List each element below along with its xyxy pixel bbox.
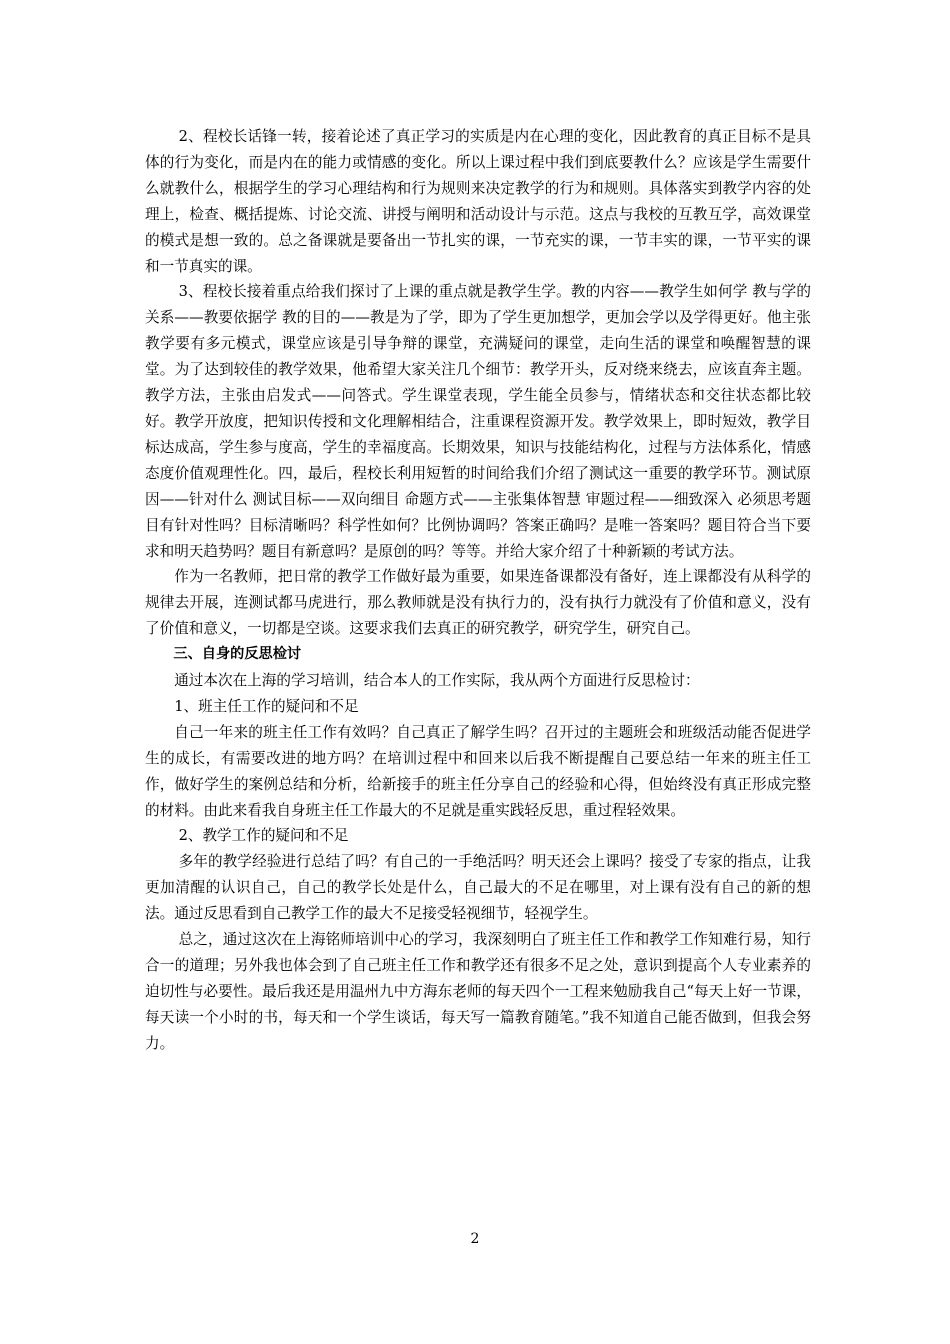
subheading-teaching-work: 2、教学工作的疑问和不足	[178, 827, 349, 845]
section-heading-self-reflection: 三、自身的反思检讨	[173, 646, 302, 663]
paragraph-teaching-work: 多年的教学经验进行总结了吗？有自己的一手绝活吗？明天还会上课吗？接受了专家的指点，让我更加清醒的认识自己，自己的教学长处是什么，自己最大的不足在哪里，对上课有没有自己的新的想法。通过反思看到自己教学工作的最大不足接受轻视细节，轻视学生。	[145, 853, 811, 923]
page-number: 2	[470, 1231, 480, 1247]
paragraph-lesson-prep: 2、程校长话锋一转，接着论述了真正学习的实质是内在心理的变化，因此教育的真正目标不是具体的行为变化，而是内在的能力或情感的变化。所以上课过程中我们到底要教什么？应该是学生需要什么就教什么，根据学生的学习心理结构和行为规则来决定教学的行为和规则。具体落实到教学内容的处理上，检查、概括提炼、讨论交流、讲授与阐明和活动设计与示范。这点与我校的互教互学，高效课堂的模式是想一致的。总之备课就是要备出一节扎实的课，一节充实的课，一节丰实的课，一节平实的课和一节真实的课。	[145, 128, 811, 275]
paragraph-class-teacher-work: 自己一年来的班主任工作有效吗？自己真正了解学生吗？召开过的主题班会和班级活动能否促进学生的成长，有需要改进的地方吗？在培训过程中和回来以后我不断提醒自己要总结一年来的班主任工作，做好学生的案例总结和分析，给新接手的班主任分享自己的经验和心得，但始终没有真正形成完整的材料。由此来看我自身班主任工作最大的不足就是重实践轻反思，重过程轻效果。	[145, 723, 811, 819]
document-body	[145, 124, 811, 1057]
paragraph-reflection-intro: 通过本次在上海的学习培训，结合本人的工作实际，我从两个方面进行反思检讨：	[174, 672, 700, 690]
paragraph-teacher-reflection: 作为一名教师，把日常的教学工作做好最为重要，如果连备课都没有备好，连上课都没有从科学的规律去开展，连测试都马虎进行，那么教师就是没有执行力的，没有执行力就没有了价值和意义，没有了价值和意义，一切都是空谈。这要求我们去真正的研究教学，研究学生，研究自己。	[145, 568, 811, 638]
paragraph-teaching-students: 3、程校长接着重点给我们探讨了上课的重点就是教学生学。教的内容——教学生如何学 教与学的关系——教要依据学 教的目的——教是为了学，即为了学生更加想学，更加会学以及学得更好。他主张教学要有多元模式，课堂应该是引导争辩的课堂，充满疑问的课堂，走向生活的课堂和唤醒智慧的课堂。为了达到较佳的教学效果，他希望大家关注几个细节：教学开头，反对绕来绕去，应该直奔主题。教学方法，主张由启发式——问答式。学生课堂表现，学生能全员参与，情绪状态和交往状态都比较好。教学开放度，把知识传授和文化理解相结合，注重课程资源开发。教学效果上，即时短效，教学目标达成高，学生参与度高，学生的幸福度高。长期效果，知识与技能结构化，过程与方法体系化，情感态度价值观理性化。四，最后，程校长利用短暂的时间给我们介绍了测试这一重要的教学环节。测试原因——针对什么 测试目标——双向细目 命题方式——主张集体智慧 审题过程——细致深入 必须思考题目有针对性吗？目标清晰吗？科学性如何？比例协调吗？答案正确吗？是唯一答案吗？题目符合当下要求和明天趋势吗？题目有新意吗？是原创的吗？等等。并给大家介绍了十种新颖的考试方法。	[145, 283, 811, 560]
subheading-class-teacher-work: 1、班主任工作的疑问和不足	[174, 697, 359, 715]
paragraph-conclusion: 总之，通过这次在上海铭师培训中心的学习，我深刻明白了班主任工作和教学工作知难行易，知行合一的道理；另外我也体会到了自己班主任工作和教学还有很多不足之处，意识到提高个人专业素养的迫切性与必要性。最后我还是用温州九中方海东老师的每天四个一工程来勉励我自己“每天上好一节课，每天读一个小时的书，每天和一个学生谈话，每天写一篇教育随笔。”我不知道自己能否做到，但我会努力。	[145, 931, 811, 1052]
